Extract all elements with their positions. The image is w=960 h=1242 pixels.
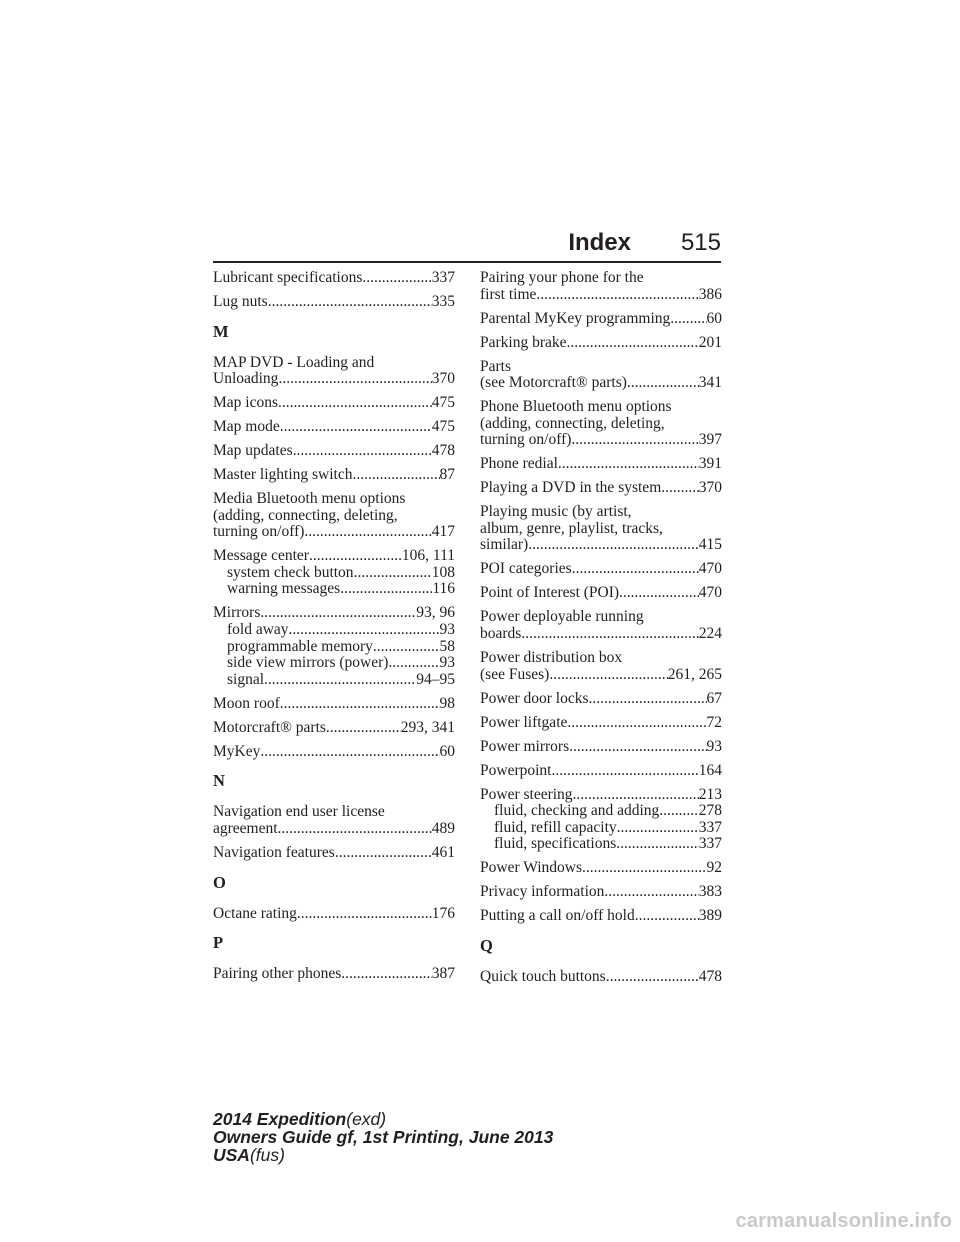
index-entry — [213, 419, 455, 436]
entry-text: fold away — [227, 621, 289, 639]
page-reference: 386 — [698, 285, 722, 303]
index-entry — [480, 763, 722, 780]
index-entry — [213, 804, 455, 837]
index-entry — [213, 720, 455, 737]
index-entry-line — [480, 480, 722, 497]
entry-text: Map updates — [213, 442, 293, 460]
entry-text: side view mirrors (power) — [227, 654, 389, 672]
index-entry-line — [213, 966, 455, 983]
page-reference: 475 — [431, 394, 455, 412]
index-entry — [480, 691, 722, 708]
footer-line-2: Owners Guide gf, 1st Printing, June 2013 — [213, 1127, 554, 1147]
dot-leader — [362, 270, 431, 287]
index-entry-line — [480, 359, 722, 376]
index-subentry-line — [213, 581, 455, 598]
index-entry — [213, 467, 455, 484]
index-column-left — [213, 270, 455, 990]
page-reference: 337 — [698, 818, 722, 836]
index-entry — [213, 270, 455, 287]
dot-leader — [289, 622, 440, 639]
dot-leader — [326, 720, 401, 737]
footer-line-1 — [213, 1110, 553, 1128]
entry-text: Pairing your phone for the — [480, 269, 644, 286]
page-reference: 72 — [706, 713, 722, 731]
entry-text: Phone Bluetooth menu options — [480, 398, 672, 416]
index-entry-line — [213, 270, 455, 287]
footer-model: 2014 Expedition — [213, 1109, 347, 1129]
entry-text: first time — [480, 285, 537, 303]
index-entry-line — [480, 311, 722, 328]
page-reference: 224 — [698, 625, 722, 642]
page-reference: 397 — [698, 431, 722, 449]
index-entry-line — [480, 739, 722, 756]
page-reference: 478 — [431, 442, 455, 460]
entry-text: Navigation end user license — [213, 803, 385, 821]
page-reference: 93 — [439, 654, 455, 672]
entry-text: (see Motorcraft® parts) — [480, 374, 627, 392]
dot-leader — [661, 480, 699, 497]
index-entry — [480, 335, 722, 352]
index-subentry-line — [213, 565, 455, 582]
index-entry — [213, 355, 455, 388]
index-entry — [480, 456, 722, 473]
entry-text: Power liftgate — [480, 713, 568, 731]
index-entry-line — [213, 419, 455, 436]
index-entry-line — [480, 908, 722, 925]
page-number: 515 — [680, 229, 721, 256]
page-reference: 94–95 — [416, 670, 455, 688]
entry-text: Message center — [213, 547, 309, 565]
index-entry — [480, 480, 722, 497]
entry-text: Point of Interest (POI) — [480, 584, 620, 602]
entry-text: turning on/off) — [480, 431, 572, 449]
section-letter: N — [213, 771, 225, 791]
footer-line-3 — [213, 1146, 553, 1164]
dot-leader — [341, 966, 431, 983]
entry-text: Navigation features — [213, 843, 335, 861]
index-entry — [480, 650, 722, 683]
index-entry-line — [480, 521, 722, 538]
entry-text: MAP DVD - Loading and — [213, 353, 375, 371]
entry-text: Power distribution box — [480, 648, 623, 666]
index-entry-line — [480, 650, 722, 667]
index-entry-line — [213, 491, 455, 508]
dot-leader — [354, 565, 432, 582]
dot-leader — [567, 715, 706, 732]
index-entry — [213, 906, 455, 923]
index-entry-line — [480, 585, 722, 602]
index-entry-line — [213, 355, 455, 372]
entry-text: Media Bluetooth menu options — [213, 490, 406, 508]
index-entry-line — [480, 884, 722, 901]
index-entry-line — [213, 821, 455, 838]
index-entry-line — [480, 667, 722, 684]
index-entry — [213, 491, 455, 541]
page-reference: 108 — [431, 563, 455, 581]
header-rule — [213, 261, 721, 263]
page-reference: 58 — [439, 637, 455, 655]
footer-market-code: (fus) — [249, 1145, 285, 1165]
page-reference: 478 — [698, 967, 722, 985]
index-entry — [480, 504, 722, 554]
dot-leader — [297, 906, 432, 923]
index-entry — [480, 359, 722, 392]
dot-leader — [260, 605, 416, 622]
index-entry-line — [480, 287, 722, 304]
entry-text: Lubricant specifications — [213, 269, 363, 286]
page-reference: 93 — [706, 737, 722, 755]
page-reference: 278 — [698, 802, 722, 820]
dot-leader — [278, 395, 432, 412]
index-entry — [213, 966, 455, 983]
page-reference: 164 — [698, 761, 722, 779]
page-reference: 67 — [706, 689, 722, 707]
page-reference: 201 — [698, 333, 722, 351]
entry-text: Moon roof — [213, 694, 280, 712]
index-entry-line — [213, 467, 455, 484]
dot-leader — [278, 371, 431, 388]
page-reference: 489 — [431, 819, 455, 837]
entry-text: album, genre, playlist, tracks, — [480, 519, 663, 537]
index-entry — [213, 744, 455, 761]
index-entry — [480, 908, 722, 925]
index-subentry-line — [480, 803, 722, 820]
dot-leader — [627, 375, 699, 392]
entry-text: similar) — [480, 536, 529, 554]
page-reference: 213 — [698, 785, 722, 803]
index-entry-line — [213, 720, 455, 737]
index-subentry-line — [213, 672, 455, 689]
dot-leader — [528, 537, 699, 554]
document-footer — [213, 1110, 553, 1164]
index-entry-line — [213, 508, 455, 525]
index-entry — [480, 787, 722, 853]
entry-text: Pairing other phones — [213, 965, 342, 983]
entry-text: agreement — [213, 819, 278, 837]
page-reference: 116 — [432, 580, 455, 598]
index-entry-line — [213, 395, 455, 412]
index-column-right — [480, 270, 722, 993]
page-reference: 293, 341 — [400, 718, 455, 736]
index-entry-line — [213, 443, 455, 460]
entry-text: Parts — [480, 357, 511, 375]
index-entry-line — [480, 375, 722, 392]
page-reference: 383 — [698, 883, 722, 901]
page-reference: 60 — [439, 742, 455, 760]
entry-text: fluid, checking and adding — [494, 802, 660, 820]
index-entry — [213, 696, 455, 713]
entry-text: Playing music (by artist, — [480, 503, 632, 521]
dot-leader — [280, 419, 432, 436]
section-letter: Q — [480, 935, 493, 955]
entry-text: system check button — [227, 563, 354, 581]
entry-text: programmable memory — [227, 637, 373, 655]
index-entry — [480, 399, 722, 449]
page-reference: 60 — [706, 309, 722, 327]
dot-leader — [536, 287, 698, 304]
index-entry — [480, 739, 722, 756]
dot-leader — [293, 443, 432, 460]
dot-leader — [373, 639, 440, 656]
index-entry-line — [213, 294, 455, 311]
index-entry — [213, 443, 455, 460]
page-reference: 176 — [431, 904, 455, 922]
index-entry-line — [213, 605, 455, 622]
entry-text: (adding, connecting, deleting, — [480, 414, 665, 432]
index-entry-line — [480, 335, 722, 352]
page-reference: 389 — [698, 907, 722, 925]
index-entry-line — [480, 763, 722, 780]
dot-leader — [573, 787, 699, 804]
index-entry-line — [480, 691, 722, 708]
index-entry — [480, 715, 722, 732]
index-subentry-line — [213, 622, 455, 639]
entry-text: Privacy information — [480, 883, 605, 901]
entry-text: Power mirrors — [480, 737, 570, 755]
entry-text: Phone redial — [480, 455, 558, 473]
page-reference: 337 — [698, 835, 722, 853]
dot-leader — [635, 908, 699, 925]
index-entry — [480, 585, 722, 602]
page-reference: 391 — [698, 455, 722, 473]
index-entry-line — [480, 399, 722, 416]
index-entry — [480, 311, 722, 328]
dot-leader — [335, 845, 432, 862]
page-reference: 475 — [431, 418, 455, 436]
entry-text: Parental MyKey programming — [480, 309, 671, 327]
entry-text: Mirrors — [213, 604, 261, 622]
index-entry-line — [480, 860, 722, 877]
index-entry-line — [480, 626, 722, 643]
index-entry-line — [480, 456, 722, 473]
dot-leader — [569, 739, 706, 756]
index-entry-line — [213, 804, 455, 821]
index-entry — [480, 969, 722, 986]
entry-text: signal — [227, 670, 265, 688]
section-letter: P — [213, 933, 224, 953]
index-entry-line — [213, 371, 455, 388]
entry-text: Map mode — [213, 418, 280, 436]
dot-leader — [353, 467, 440, 484]
entry-text: Power steering — [480, 785, 573, 803]
index-subentry-line — [480, 836, 722, 853]
entry-text: Quick touch buttons — [480, 967, 606, 985]
dot-leader — [572, 561, 699, 578]
index-entry — [213, 605, 455, 688]
dot-leader — [571, 432, 698, 449]
page-reference: 337 — [431, 269, 455, 286]
dot-leader — [567, 335, 699, 352]
dot-leader — [606, 969, 699, 986]
index-entry-line — [213, 548, 455, 565]
dot-leader — [268, 294, 432, 311]
dot-leader — [589, 691, 707, 708]
index-entry-line — [480, 561, 722, 578]
entry-text: turning on/off) — [213, 523, 305, 541]
entry-text: Power deployable running — [480, 608, 644, 626]
index-entry-line — [480, 787, 722, 804]
page-reference: 106, 111 — [401, 547, 455, 565]
page-reference: 461 — [431, 843, 455, 861]
entry-text: Master lighting switch — [213, 466, 353, 484]
index-entry — [213, 548, 455, 598]
page-reference: 415 — [698, 536, 722, 554]
dot-leader — [340, 581, 432, 598]
dot-leader — [549, 667, 667, 684]
dot-leader — [616, 836, 699, 853]
entry-text: fluid, specifications — [494, 835, 617, 853]
index-subentry-line — [480, 820, 722, 837]
dot-leader — [388, 655, 439, 672]
index-entry-line — [480, 537, 722, 554]
entry-text: (adding, connecting, deleting, — [213, 506, 398, 524]
entry-text: (see Fuses) — [480, 665, 550, 683]
page-reference: 370 — [698, 479, 722, 497]
entry-text: Motorcraft® parts — [213, 718, 326, 736]
entry-text: Parking brake — [480, 333, 567, 351]
page-reference: 470 — [698, 560, 722, 578]
section-letter: O — [213, 872, 226, 892]
entry-text: MyKey — [213, 742, 261, 760]
dot-leader — [304, 524, 431, 541]
page-reference: 417 — [431, 523, 455, 541]
page-title: Index — [568, 229, 631, 256]
index-entry — [480, 884, 722, 901]
page-reference: 335 — [431, 292, 455, 310]
index-entry-line — [480, 270, 722, 287]
page-reference: 87 — [439, 466, 455, 484]
page-reference: 387 — [431, 965, 455, 983]
index-entry-line — [480, 416, 722, 433]
entry-text: Power door locks — [480, 689, 589, 707]
footer-market: USA — [213, 1145, 250, 1165]
index-entry-line — [480, 504, 722, 521]
index-entry — [480, 270, 722, 303]
dot-leader — [617, 820, 699, 837]
dot-leader — [670, 311, 706, 328]
dot-leader — [582, 860, 707, 877]
dot-leader — [604, 884, 698, 901]
page-reference: 261, 265 — [667, 665, 722, 683]
index-entry-line — [480, 432, 722, 449]
dot-leader — [278, 821, 432, 838]
index-entry — [480, 561, 722, 578]
entry-text: Lug nuts — [213, 292, 268, 310]
dot-leader — [521, 626, 698, 643]
index-entry-line — [480, 609, 722, 626]
index-entry — [213, 395, 455, 412]
entry-text: POI categories — [480, 560, 572, 578]
page-reference: 93 — [439, 621, 455, 639]
index-entry — [480, 860, 722, 877]
section-letter: M — [213, 321, 229, 341]
entry-text: fluid, refill capacity — [494, 818, 617, 836]
index-entry-line — [213, 524, 455, 541]
page-reference: 92 — [706, 859, 722, 877]
index-entry-line — [480, 969, 722, 986]
site-watermark: carmanualsonline.info — [735, 1210, 952, 1232]
dot-leader — [260, 744, 439, 761]
dot-leader — [619, 585, 699, 602]
entry-text: Powerpoint — [480, 761, 552, 779]
dot-leader — [280, 696, 440, 713]
dot-leader — [558, 456, 699, 473]
entry-text: Playing a DVD in the system — [480, 479, 662, 497]
dot-leader — [264, 672, 416, 689]
entry-text: Map icons — [213, 394, 279, 412]
index-entry — [213, 845, 455, 862]
dot-leader — [551, 763, 698, 780]
index-entry-line — [213, 744, 455, 761]
index-entry-line — [480, 715, 722, 732]
footer-model-code: (exd) — [346, 1109, 387, 1129]
entry-text: Unloading — [213, 370, 279, 388]
index-entry — [213, 294, 455, 311]
page-reference: 93, 96 — [416, 604, 455, 622]
dot-leader — [659, 803, 698, 820]
dot-leader — [309, 548, 402, 565]
index-subentry-line — [213, 655, 455, 672]
entry-text: boards — [480, 625, 522, 642]
index-entry-line — [213, 845, 455, 862]
index-subentry-line — [213, 639, 455, 656]
entry-text: warning messages — [227, 580, 341, 598]
index-entry-line — [213, 906, 455, 923]
page-reference: 98 — [439, 694, 455, 712]
entry-text: Putting a call on/off hold — [480, 907, 635, 925]
page-reference: 470 — [698, 584, 722, 602]
page-reference: 341 — [698, 374, 722, 392]
page-header — [213, 228, 721, 264]
index-entry — [480, 609, 722, 642]
index-entry-line — [213, 696, 455, 713]
entry-text: Power Windows — [480, 859, 582, 877]
page-reference: 370 — [431, 370, 455, 388]
entry-text: Octane rating — [213, 904, 297, 922]
